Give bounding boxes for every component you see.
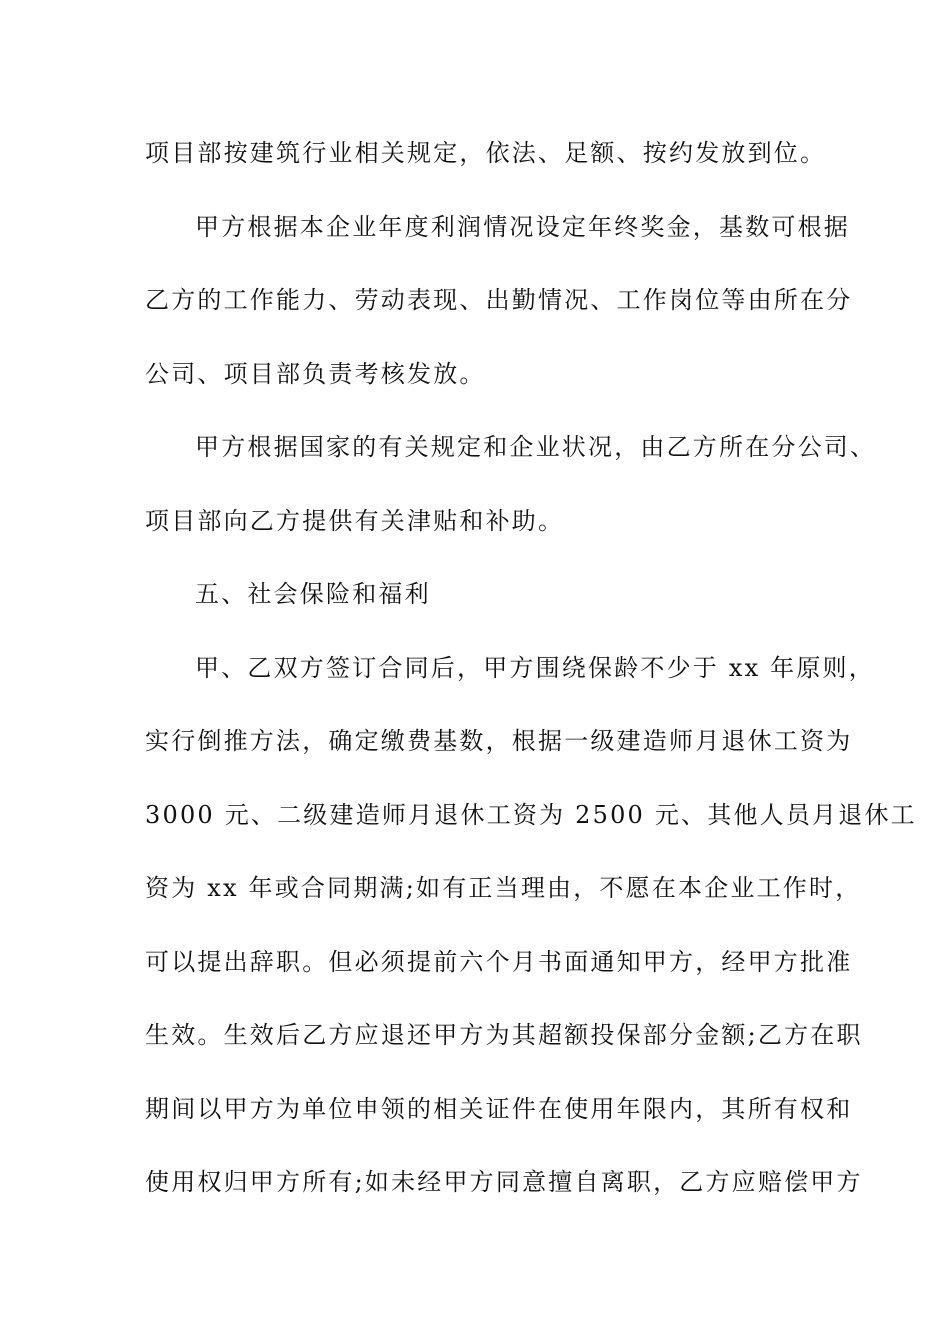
paragraph-insurance-line-4: 资为 xx 年或合同期满;如有正当理由，不愿在本企业工作时， — [145, 874, 862, 902]
paragraph-insurance-line-3: 3000 元、二级建造师月退休工资为 2500 元、其他人员月退休工 — [145, 800, 917, 829]
paragraph-insurance-line-8: 使用权归甲方所有;如未经甲方同意擅自离职，乙方应赔偿甲方 — [145, 1168, 863, 1196]
paragraph-year-end-bonus-line-2: 乙方的工作能力、劳动表现、出勤情况、工作岗位等由所在分 — [145, 286, 853, 314]
paragraph-insurance-line-2: 实行倒推方法，确定缴费基数，根据一级建造师月退休工资为 — [145, 727, 853, 755]
paragraph-allowances-line-2: 项目部向乙方提供有关津贴和补助。 — [145, 506, 565, 535]
body-line-1: 项目部按建筑行业相关规定，依法、足额、按约发放到位。 — [145, 139, 827, 167]
paragraph-insurance-line-7: 期间以甲方为单位申领的相关证件在使用年限内，其所有权和 — [145, 1094, 853, 1123]
section-heading: 五、社会保险和福利 — [195, 580, 431, 608]
paragraph-year-end-bonus-line-3: 公司、项目部负责考核发放。 — [145, 359, 486, 388]
paragraph-allowances-line-1: 甲方根据国家的有关规定和企业状况，由乙方所在分公司、 — [195, 433, 877, 461]
paragraph-insurance-line-1: 甲、乙双方签订合同后，甲方围绕保龄不少于 xx 年原则， — [195, 653, 875, 682]
document-body — [145, 128, 917, 1231]
paragraph-insurance-line-6: 生效。生效后乙方应退还甲方为其超额投保部分金额;乙方在职 — [145, 1021, 863, 1049]
paragraph-insurance-line-5: 可以提出辞职。但必须提前六个月书面通知甲方，经甲方批准 — [145, 947, 853, 976]
paragraph-year-end-bonus-line-1: 甲方根据本企业年度利润情况设定年终奖金，基数可根据 — [195, 212, 850, 241]
